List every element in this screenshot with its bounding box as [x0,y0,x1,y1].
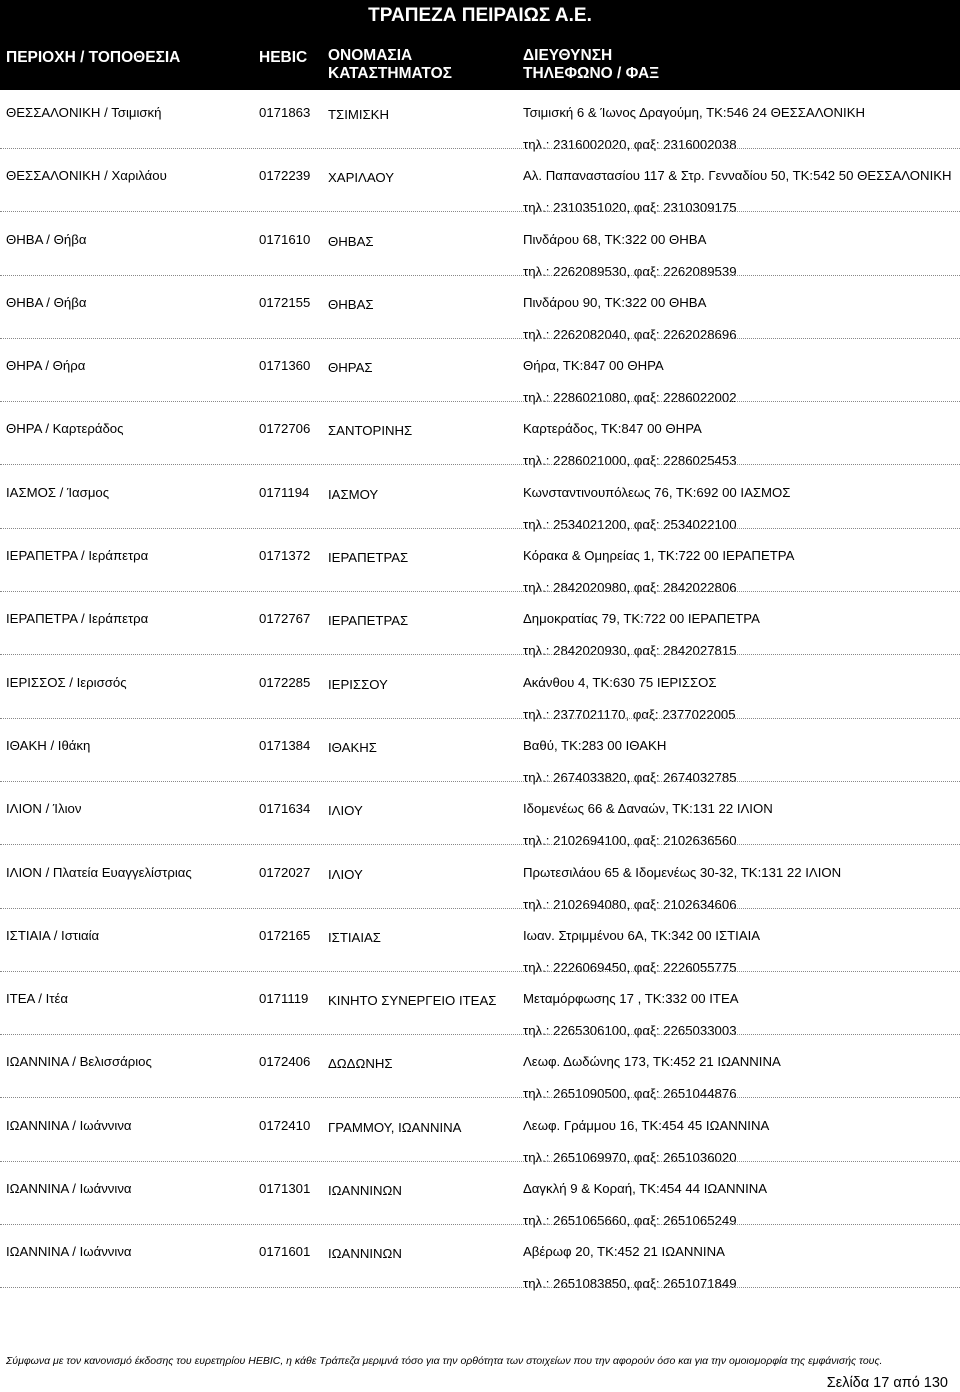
branch-hebic-code: 0172406 [259,1054,311,1070]
header-name-line2: ΚΑΤΑΣΤΗΜΑΤΟΣ [328,65,452,82]
table-row [0,406,960,469]
branch-phone-fax: τηλ.: 2651083850, φαξ: 2651071849 [523,1276,737,1292]
branch-hebic-code: 0171384 [259,737,311,753]
document-title: ΤΡΑΠΕΖΑ ΠΕΙΡΑΙΩΣ Α.Ε. [368,5,592,26]
branch-name: ΙΕΡΑΠΕΤΡΑΣ [328,613,409,629]
branch-address: Ιωαν. Στριμμένου 6Α, ΤΚ:342 00 ΙΣΤΙΑΙΑ [523,927,761,943]
table-row [0,1166,960,1229]
branch-name: ΘΗΒΑΣ [328,296,374,312]
branch-hebic-code: 0172239 [259,168,311,184]
branch-hebic-code: 0171301 [259,1181,311,1197]
branch-name: ΙΑΣΜΟΥ [328,486,379,502]
table-row [0,850,960,913]
row-separator [0,654,960,655]
branch-hebic-code: 0172285 [259,674,311,690]
branch-name: ΙΛΙΟΥ [328,803,363,819]
branch-address: Λεωφ. Γράμμου 16, ΤΚ:454 45 ΙΩΑΝΝΙΝΑ [523,1117,770,1133]
row-separator [0,971,960,972]
branch-address: Μεταμόρφωσης 17 , ΤΚ:332 00 ΙΤΕΑ [523,991,739,1007]
branch-phone-fax: τηλ.: 2651069970, φαξ: 2651036020 [523,1149,737,1165]
row-separator [0,1097,960,1098]
branch-hebic-code: 0172027 [259,864,311,880]
header-name [328,47,452,83]
table-row [0,280,960,343]
branch-address: Τσιμισκή 6 & Ίωνος Δραγούμη, ΤΚ:546 24 ΘΕΣΣΑΛΟΝΙΚΗ [523,105,866,120]
branch-region: ΘΗΒΑ / Θήβα [6,231,87,247]
row-separator [0,464,960,465]
branch-region: ΙΩΑΝΝΙΝΑ / Ιωάννινα [6,1244,132,1260]
branch-region: ΙΩΑΝΝΙΝΑ / Βελισσάριος [6,1054,152,1070]
branch-hebic-code: 0172155 [259,294,311,310]
branch-hebic-code: 0172767 [259,611,311,627]
branch-phone-fax: τηλ.: 2651065660, φαξ: 2651065249 [523,1213,737,1229]
row-separator [0,718,960,719]
branch-phone-fax: τηλ.: 2534021200, φαξ: 2534022100 [523,516,737,532]
table-row [0,1103,960,1166]
branch-name: ΔΩΔΩΝΗΣ [328,1056,393,1072]
branch-name: ΣΑΝΤΟΡΙΝΗΣ [328,423,413,439]
row-separator [0,591,960,592]
branch-region: ΙΕΡΑΠΕΤΡΑ / Ιεράπετρα [6,611,149,627]
header-name-line1: ΟΝΟΜΑΣΙΑ [328,47,413,64]
branch-name: ΙΩΑΝΝΙΝΩΝ [328,1183,402,1199]
table-row [0,470,960,533]
table-row [0,660,960,723]
branch-region: ΘΗΒΑ / Θήβα [6,294,87,310]
page-number: Σελίδα 17 από 130 [826,1375,948,1391]
table-row [0,723,960,786]
branch-hebic-code: 0172410 [259,1117,311,1133]
row-separator [0,908,960,909]
branch-hebic-code: 0171360 [259,358,311,374]
branch-phone-fax: τηλ.: 2102694100, φαξ: 2102636560 [523,833,737,849]
branch-table [0,90,960,1293]
branch-hebic-code: 0171601 [259,1244,311,1260]
branch-hebic-code: 0171194 [259,484,310,500]
branch-region: ΘΕΣΣΑΛΟΝΙΚΗ / Χαριλάου [6,168,167,184]
branch-address: Ακάνθου 4, ΤΚ:630 75 ΙΕΡΙΣΣΟΣ [523,674,717,690]
branch-region: ΘΕΣΣΑΛΟΝΙΚΗ / Τσιμισκή [6,105,162,120]
table-row [0,533,960,596]
branch-name: ΚΙΝΗΤΟ ΣΥΝΕΡΓΕΙΟ ΙΤΕΑΣ [328,993,497,1009]
row-separator [0,781,960,782]
branch-region: ΙΑΣΜΟΣ / Ίασμος [6,484,110,500]
table-row [0,343,960,406]
table-header [0,32,960,90]
table-row [0,786,960,849]
branch-hebic-code: 0172165 [259,927,311,943]
branch-region: ΙΩΑΝΝΙΝΑ / Ιωάννινα [6,1181,132,1197]
branch-name: ΘΗΒΑΣ [328,233,374,249]
branch-phone-fax: τηλ.: 2310351020, φαξ: 2310309175 [523,200,737,216]
branch-phone-fax: τηλ.: 2651090500, φαξ: 2651044876 [523,1086,737,1102]
row-separator [0,275,960,276]
row-separator [0,338,960,339]
table-row [0,596,960,659]
row-separator [0,844,960,845]
header-region: ΠΕΡΙΟΧΗ / ΤΟΠΟΘΕΣΙΑ [6,49,181,66]
header-address [523,47,659,83]
branch-name: ΙΘΑΚΗΣ [328,739,377,755]
branch-address: Ιδομενέως 66 & Δαναών, ΤΚ:131 22 ΙΛΙΟΝ [523,801,773,817]
header-address-line1: ΔΙΕΥΘΥΝΣΗ [523,47,613,64]
branch-address: Καρτεράδος, ΤΚ:847 00 ΘΗΡΑ [523,421,702,437]
row-separator [0,528,960,529]
branch-phone-fax: τηλ.: 2842020980, φαξ: 2842022806 [523,580,737,596]
table-row [0,90,960,153]
branch-hebic-code: 0171634 [259,801,311,817]
branch-name: ΙΩΑΝΝΙΝΩΝ [328,1246,402,1262]
branch-address: Βαθύ, ΤΚ:283 00 ΙΘΑΚΗ [523,737,667,753]
branch-address: Πρωτεσιλάου 65 & Ιδομενέως 30-32, ΤΚ:131 22 ΙΛΙΟΝ [523,864,842,880]
branch-region: ΙΘΑΚΗ / Ιθάκη [6,737,91,753]
branch-name: ΘΗΡΑΣ [328,360,373,376]
branch-region: ΙΛΙΟΝ / Ίλιον [6,801,82,817]
branch-phone-fax: τηλ.: 2286021000, φαξ: 2286025453 [523,453,737,469]
branch-phone-fax: τηλ.: 2226069450, φαξ: 2226055775 [523,959,737,975]
branch-address: Κωνσταντινουπόλεως 76, ΤΚ:692 00 ΙΑΣΜΟΣ [523,484,791,500]
row-separator [0,1287,960,1288]
branch-hebic-code: 0171610 [259,231,311,247]
branch-phone-fax: τηλ.: 2102694080, φαξ: 2102634606 [523,896,737,912]
table-row [0,913,960,976]
header-hebic: HEBIC [259,49,308,66]
branch-address: Δαγκλή 9 & Κοραή, ΤΚ:454 44 ΙΩΑΝΝΙΝΑ [523,1181,768,1197]
branch-region: ΙΕΡΑΠΕΤΡΑ / Ιεράπετρα [6,548,149,564]
branch-region: ΘΗΡΑ / Θήρα [6,358,86,374]
branch-address: Αλ. Παπαναστασίου 117 & Στρ. Γενναδίου 50, ΤΚ:542 50 ΘΕΣΣΑΛΟΝΙΚΗ [523,168,952,184]
row-separator [0,1161,960,1162]
branch-address: Αβέρωφ 20, ΤΚ:452 21 ΙΩΑΝΝΙΝΑ [523,1244,725,1260]
row-separator [0,1224,960,1225]
branch-name: ΧΑΡΙΛΑΟΥ [328,170,395,186]
branch-address: Θήρα, ΤΚ:847 00 ΘΗΡΑ [523,358,664,374]
footer-note: Σύμφωνα με τον κανονισμό έκδοσης του ευρετηρίου HEBIC, η κάθε Τράπεζα μεριμνά τόσο για την ορθότητα των στοιχείων που την αφορούν όσο και για την ομοιομορφία της εμφάνισής τους. [6,1355,883,1367]
row-separator [0,211,960,212]
branch-address: Δημοκρατίας 79, ΤΚ:722 00 ΙΕΡΑΠΕΤΡΑ [523,611,760,627]
branch-address: Λεωφ. Δωδώνης 173, ΤΚ:452 21 ΙΩΑΝΝΙΝΑ [523,1054,781,1070]
branch-address: Πινδάρου 90, ΤΚ:322 00 ΘΗΒΑ [523,294,707,310]
branch-hebic-code: 0171119 [259,991,309,1007]
table-row [0,153,960,216]
branch-hebic-code: 0171863 [259,105,311,120]
branch-name: ΙΕΡΙΣΣΟΥ [328,676,388,692]
branch-address: Κόρακα & Ομηρείας 1, ΤΚ:722 00 ΙΕΡΑΠΕΤΡΑ [523,548,795,564]
branch-phone-fax: τηλ.: 2674033820, φαξ: 2674032785 [523,769,737,785]
branch-phone-fax: τηλ.: 2265306100, φαξ: 2265033003 [523,1023,737,1039]
branch-phone-fax: τηλ.: 2262082040, φαξ: 2262028696 [523,326,737,342]
branch-region: ΘΗΡΑ / Καρτεράδος [6,421,124,437]
branch-hebic-code: 0172706 [259,421,311,437]
branch-name: ΤΣΙΜΙΣΚΗ [328,107,389,122]
table-row [0,976,960,1039]
branch-region: ΙΤΕΑ / Ιτέα [6,991,68,1007]
branch-phone-fax: τηλ.: 2286021080, φαξ: 2286022002 [523,390,737,406]
branch-phone-fax: τηλ.: 2377021170, φαξ: 2377022005 [523,706,736,722]
branch-name: ΓΡΑΜΜΟΥ, ΙΩΑΝΝΙΝΑ [328,1119,462,1135]
branch-name: ΙΕΡΑΠΕΤΡΑΣ [328,550,409,566]
branch-address: Πινδάρου 68, ΤΚ:322 00 ΘΗΒΑ [523,231,707,247]
row-separator [0,1034,960,1035]
branch-name: ΙΛΙΟΥ [328,866,363,882]
branch-name: ΙΣΤΙΑΙΑΣ [328,929,381,945]
table-row [0,1229,960,1292]
branch-region: ΙΩΑΝΝΙΝΑ / Ιωάννινα [6,1117,132,1133]
branch-hebic-code: 0171372 [259,548,311,564]
row-separator [0,148,960,149]
document-title-bar [0,0,960,32]
branch-phone-fax: τηλ.: 2842020930, φαξ: 2842027815 [523,643,737,659]
header-address-line2: ΤΗΛΕΦΩΝΟ / ΦΑΞ [523,65,660,82]
table-row [0,217,960,280]
branch-region: ΙΕΡΙΣΣΟΣ / Ιερισσός [6,674,127,690]
branch-phone-fax: τηλ.: 2262089530, φαξ: 2262089539 [523,263,737,279]
row-separator [0,401,960,402]
branch-phone-fax: τηλ.: 2316002020, φαξ: 2316002038 [523,137,737,152]
branch-region: ΙΣΤΙΑΙΑ / Ιστιαία [6,927,100,943]
table-row [0,1039,960,1102]
branch-region: ΙΛΙΟΝ / Πλατεία Ευαγγελίστριας [6,864,192,880]
